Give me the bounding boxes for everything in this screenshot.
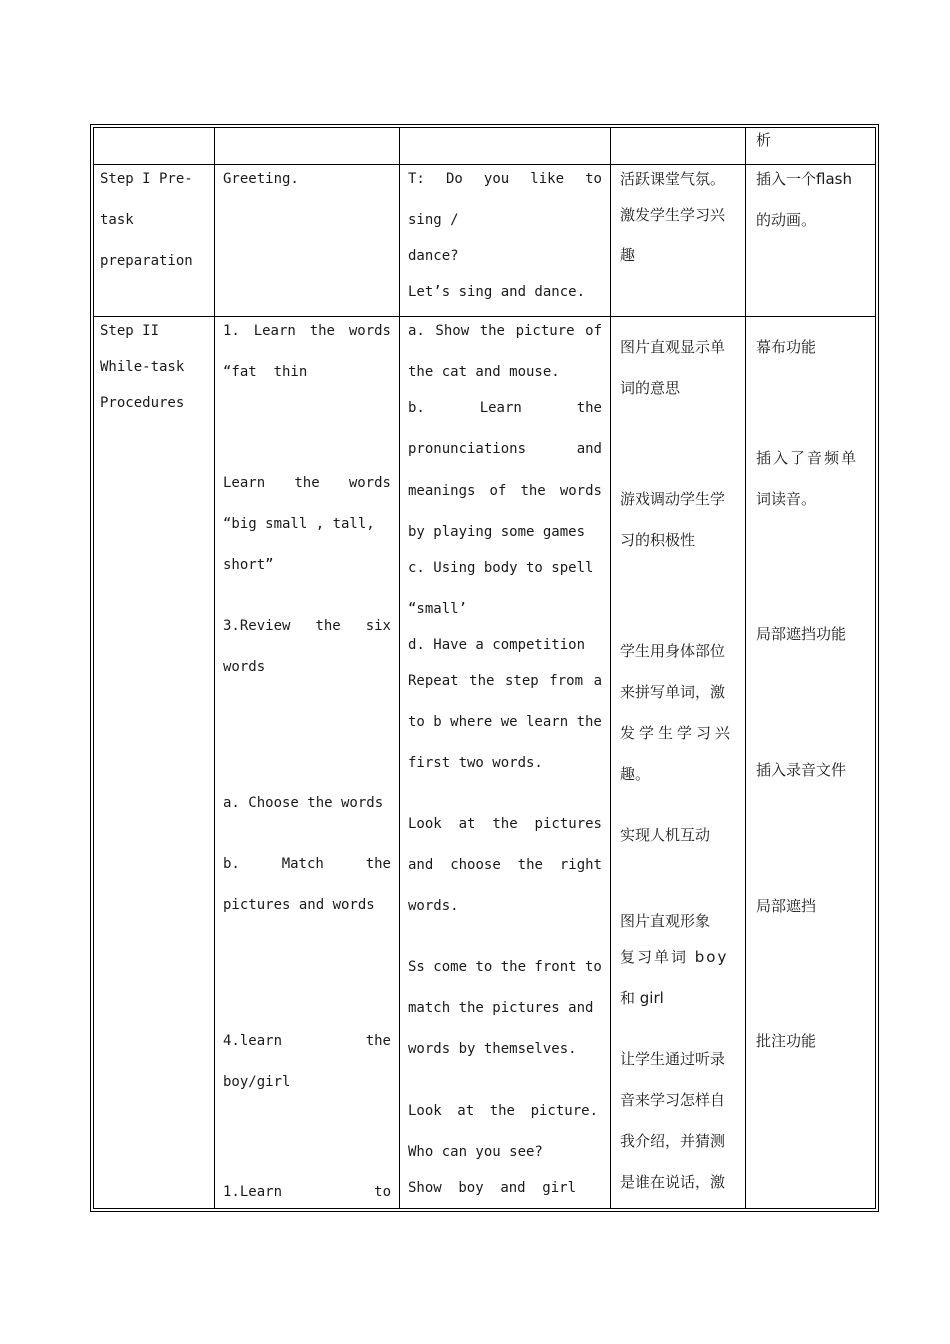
purpose-p3-line3: 发学生学习兴 (620, 724, 735, 742)
teacher-words: words. (408, 898, 459, 914)
teacher-look-picture: Look at the picture. (408, 1103, 598, 1119)
step1-line2: task (100, 212, 134, 228)
purpose-p5-line3: 和 girl (620, 989, 664, 1007)
content-learn-boy-girl-line1: 4.learn the (223, 1033, 391, 1049)
col-divider-1 (214, 127, 215, 1209)
content-learn-fat-thin-line1: 1. Learn the words (223, 323, 391, 339)
step1-purpose-line2: 激发学生学习兴 (620, 206, 726, 224)
teacher-show-picture: a. Show the picture of (408, 323, 602, 339)
teacher-body-spell: c. Using body to spell (408, 560, 594, 576)
step1-teacher-line2: sing / (408, 212, 459, 228)
step1-teacher-line1: T: Do you like to (408, 171, 602, 187)
teacher-learn: b. Learn the (408, 400, 602, 416)
teacher-match-pictures: match the pictures and (408, 1000, 594, 1016)
media-recording: 插入录音文件 (756, 761, 847, 779)
teacher-competition: d. Have a competition (408, 637, 586, 653)
content-review-line1: 3.Review the six (223, 618, 391, 634)
purpose-p1-line2: 词的意思 (620, 379, 681, 397)
content-match-line2: pictures and words (223, 897, 375, 913)
purpose-p6-line4: 是谁在说话，激 (620, 1173, 726, 1191)
header-col5-text: 析 (756, 131, 772, 149)
content-choose-words: a. Choose the words (223, 795, 384, 811)
media-audio-line1: 插入了音频单 (756, 449, 859, 467)
col-divider-3 (610, 127, 611, 1209)
content-learn-fat-thin-line2: “fat thin (223, 364, 308, 380)
teacher-small: “small’ (408, 601, 468, 617)
teacher-cat-mouse: the cat and mouse. (408, 364, 560, 380)
step1-content: Greeting. (223, 171, 299, 187)
row-divider-step1 (93, 316, 876, 317)
step1-teacher-line4: Let’s sing and dance. (408, 284, 586, 300)
teacher-by-themselves: words by themselves. (408, 1041, 577, 1057)
purpose-p6-line1: 让学生通过听录 (620, 1050, 726, 1068)
step2-line1: Step II (100, 323, 160, 339)
step1-media-line1: 插入一个flash (756, 170, 852, 188)
content-learn-big-small-line1: Learn the words (223, 475, 391, 491)
teacher-choose-right: and choose the right (408, 857, 602, 873)
col-divider-4 (745, 127, 746, 1209)
row-divider-header (93, 164, 876, 165)
media-partial-mask-function: 局部遮挡功能 (756, 625, 847, 643)
step1-line1: Step I Pre- (100, 171, 193, 187)
content-learn-big-small-line2: “big small , tall, (223, 516, 375, 532)
step1-media-line2: 的动画。 (756, 211, 817, 229)
step1-line3: preparation (100, 253, 193, 269)
teacher-ss-come: Ss come to the front to (408, 959, 602, 975)
purpose-p3-line4: 趣。 (620, 765, 651, 783)
content-learn-to: 1.Learn to (223, 1184, 391, 1200)
step1-purpose-line3: 趣 (620, 246, 636, 264)
purpose-p2-line2: 习的积极性 (620, 531, 696, 549)
content-match-line1: b. Match the (223, 856, 391, 872)
content-learn-big-small-line3: short” (223, 557, 274, 573)
teacher-show-boy-girl: Show boy and girl (408, 1180, 576, 1196)
step1-purpose-line1: 活跃课堂气氛。 (620, 170, 726, 188)
purpose-p4: 实现人机互动 (620, 826, 711, 844)
media-partial-mask: 局部遮挡 (756, 897, 817, 915)
teacher-pronunciations: pronunciations and (408, 441, 602, 457)
step1-teacher-line3: dance? (408, 248, 459, 264)
purpose-p6-line3: 我介绍，并猜测 (620, 1132, 726, 1150)
purpose-p5-line1: 图片直观形象 (620, 912, 711, 930)
media-curtain: 幕布功能 (756, 338, 817, 356)
purpose-p6-line2: 音来学习怎样自 (620, 1091, 726, 1109)
purpose-p1-line1: 图片直观显示单 (620, 338, 726, 356)
purpose-p3-line2: 来拼写单词，激 (620, 683, 726, 701)
content-learn-boy-girl-line2: boy/girl (223, 1074, 291, 1090)
step2-line2: While-task (100, 359, 185, 375)
teacher-to-b: to b where we learn the (408, 714, 602, 730)
purpose-p5-line2: 复习单词 boy (620, 948, 729, 966)
media-audio-line2: 词读音。 (756, 490, 817, 508)
step2-line3: Procedures (100, 395, 185, 411)
content-review-line2: words (223, 659, 266, 675)
purpose-p2-line1: 游戏调动学生学 (620, 490, 726, 508)
teacher-meanings: meanings of the words (408, 483, 602, 499)
media-annotation: 批注功能 (756, 1032, 817, 1050)
teacher-games: by playing some games (408, 524, 586, 540)
purpose-p3-line1: 学生用身体部位 (620, 642, 726, 660)
teacher-who-see: Who can you see? (408, 1144, 543, 1160)
teacher-first-two: first two words. (408, 755, 543, 771)
col-divider-2 (399, 127, 400, 1209)
teacher-repeat: Repeat the step from a (408, 673, 602, 689)
teacher-look-pictures: Look at the pictures (408, 816, 602, 832)
